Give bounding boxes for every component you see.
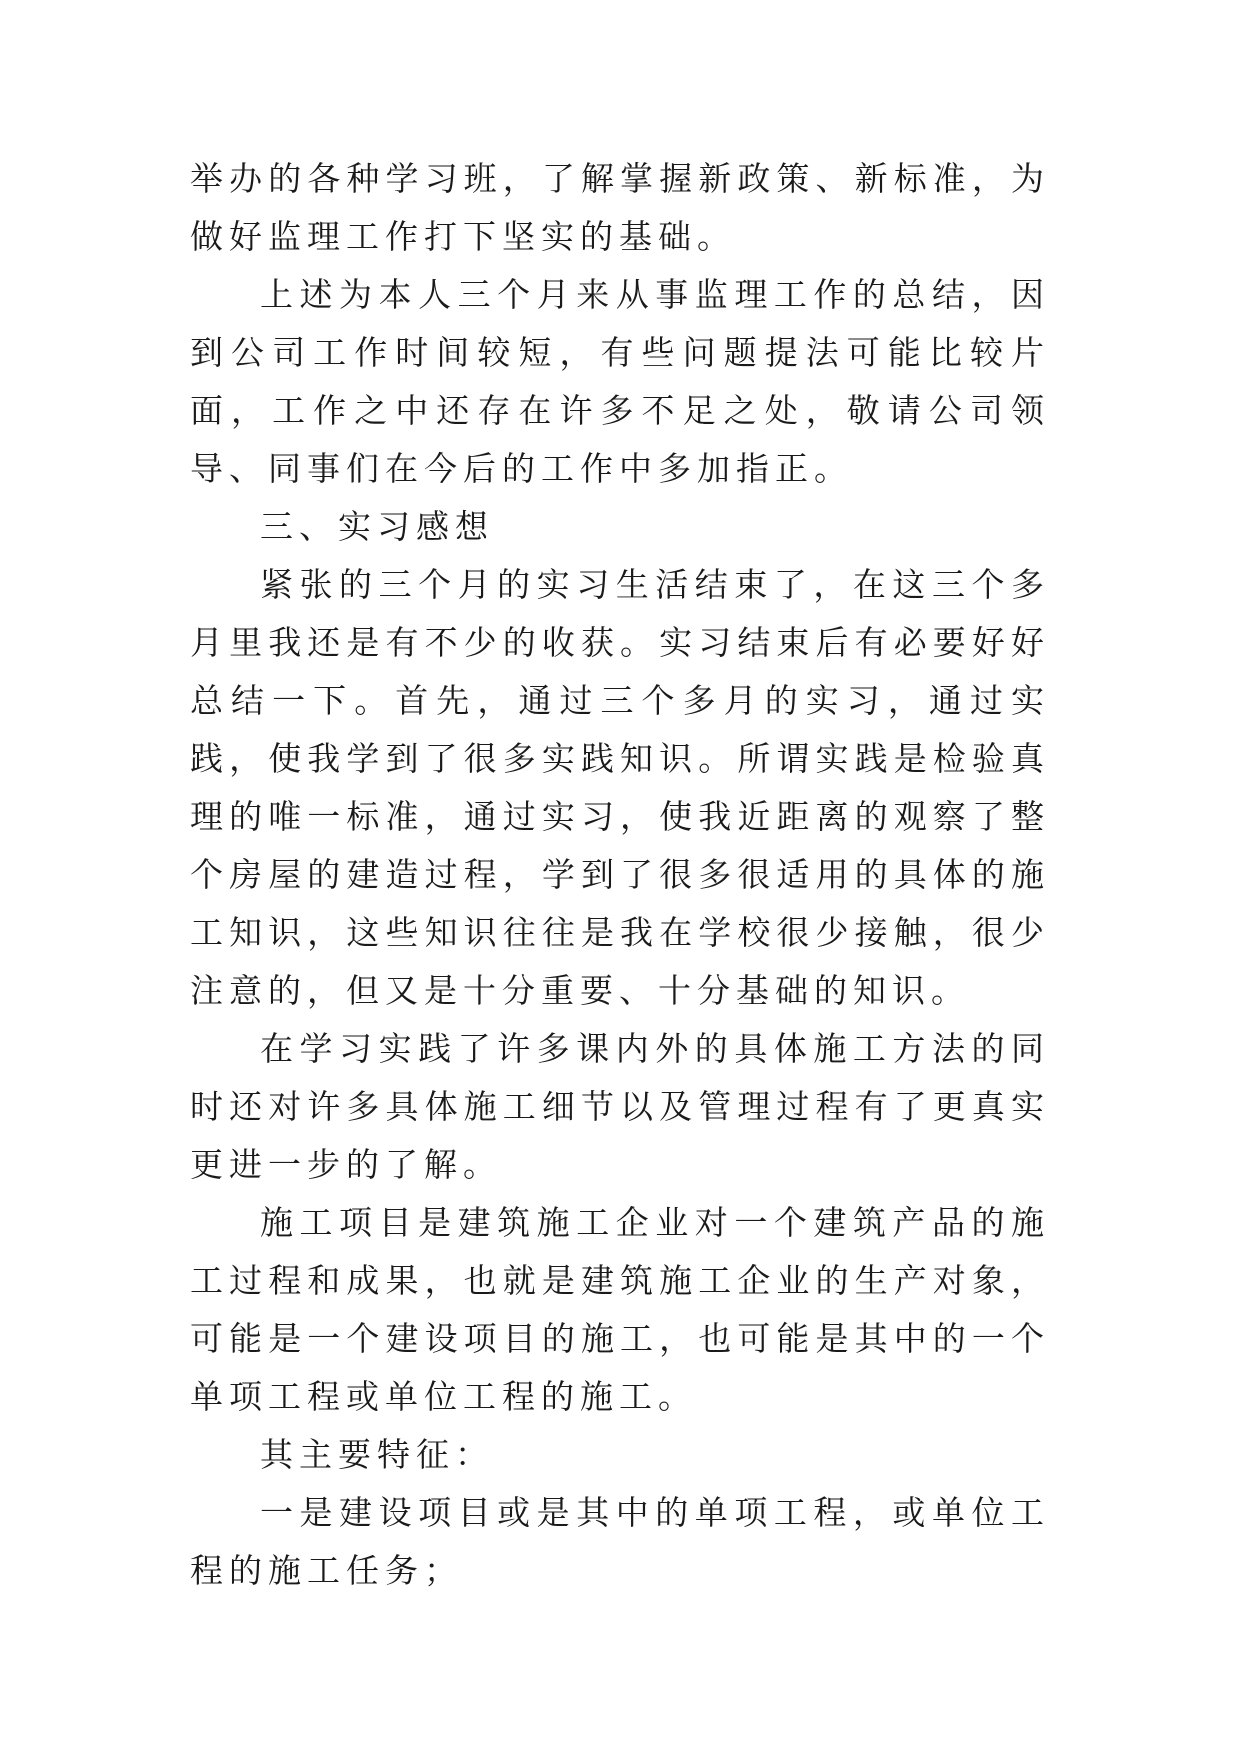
paragraph-6: 其主要特征： (260, 1435, 494, 1474)
paragraph-5: 施工项目是建筑施工企业对一个建筑产品的施工过程和成果，也就是建筑施工企业的生产对象，可能是一个建设项目的施工，也可能是其中的一个单项工程或单位工程的施工。 (190, 1203, 1050, 1416)
paragraph-3: 紧张的三个月的实习生活结束了，在这三个多月里我还是有不少的收获。实习结束后有必要好好总结一下。首先，通过三个多月的实习，通过实践，使我学到了很多实践知识。所谓实践是检验真理的唯一标准，通过实习，使我近距离的观察了整个房屋的建造过程，学到了很多很适用的具体的施工知识，这些知识往往是我在学校很少接触，很少注意的，但又是十分重要、十分基础的知识。 (190, 565, 1050, 1010)
section-heading: 三、实习感想 (260, 507, 494, 546)
paragraph-4: 在学习实践了许多课内外的具体施工方法的同时还对许多具体施工细节以及管理过程有了更真实更进一步的了解。 (190, 1029, 1050, 1184)
paragraph-7: 一是建设项目或是其中的单项工程，或单位工程的施工任务； (190, 1493, 1050, 1590)
paragraph-2: 上述为本人三个月来从事监理工作的总结，因到公司工作时间较短，有些问题提法可能比较片面，工作之中还存在许多不足之处，敬请公司领导、同事们在今后的工作中多加指正。 (190, 275, 1050, 488)
paragraph-1: 举办的各种学习班，了解掌握新政策、新标准，为做好监理工作打下坚实的基础。 (190, 159, 1050, 256)
document-body (190, 150, 1050, 1600)
